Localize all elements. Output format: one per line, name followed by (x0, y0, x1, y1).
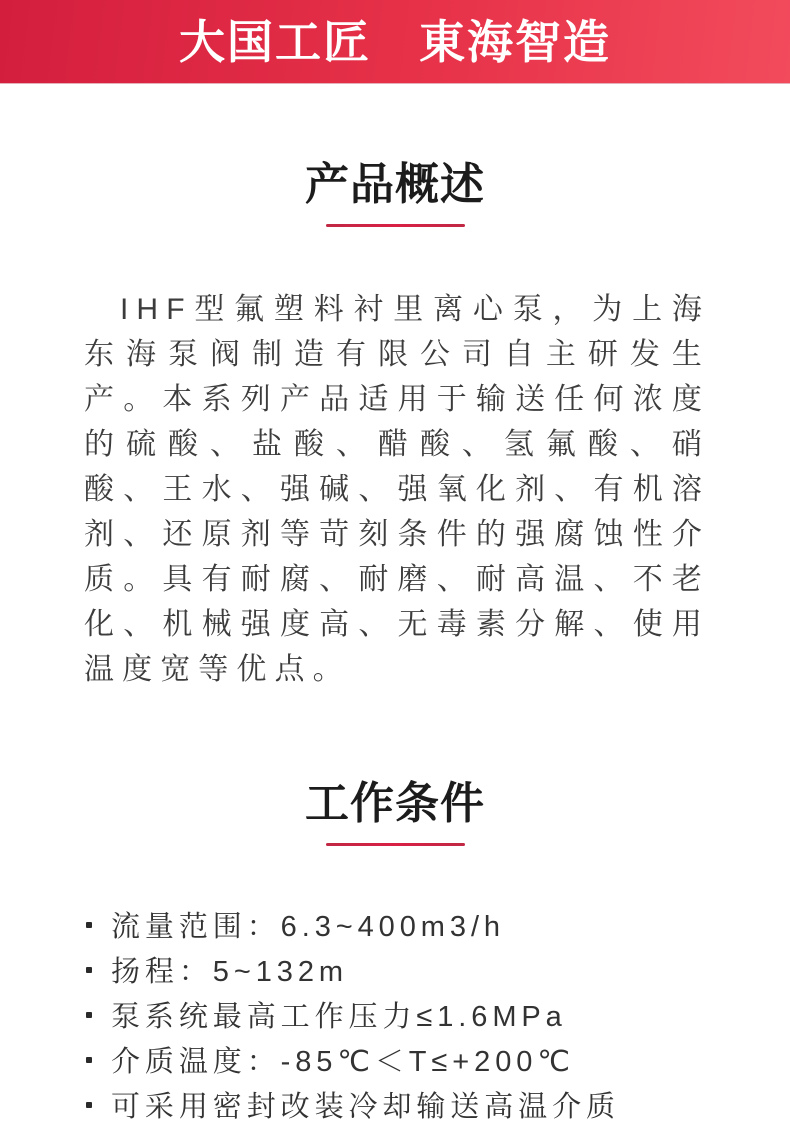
list-item-text: 扬程：5~132m (111, 956, 348, 988)
list-item-text: 可采用密封改装冷却输送高温介质 (111, 1091, 620, 1123)
banner-title: 大国工匠 東海智造 (179, 15, 611, 68)
list-item (86, 947, 750, 992)
title-underline (326, 224, 465, 227)
overview-paragraph: IHF型氟塑料衬里离心泵，为上海东海泵阀制造有限公司自主研发生产。本系列产品适用于输送任何浓度的硫酸、盐酸、醋酸、氢氟酸、硝酸、王水、强碱、强氧化剂、有机溶剂、还原剂等苛刻条件的强腐蚀性介质。具有耐腐、耐磨、耐高温、不老化、机械强度高、无毒素分解、使用温度宽等优点。 (84, 293, 710, 686)
conditions-section-title: 工作条件 (305, 779, 485, 828)
list-item (86, 992, 750, 1037)
bullet-icon (86, 967, 92, 973)
overview-title-block (0, 159, 790, 227)
list-item (86, 902, 750, 947)
overview-section-title: 产品概述 (305, 160, 485, 209)
conditions-title-block (0, 778, 790, 846)
title-underline (326, 843, 465, 846)
bullet-icon (86, 1057, 92, 1063)
conditions-list (86, 902, 750, 1127)
list-item (86, 1037, 750, 1082)
list-item-text: 介质温度：-85℃＜T≤+200℃ (111, 1046, 575, 1078)
header-banner (0, 0, 790, 83)
section-overview (0, 159, 790, 692)
bullet-icon (86, 1012, 92, 1018)
bullet-icon (86, 922, 92, 928)
list-item-text: 泵系统最高工作压力≤1.6MPa (111, 1001, 567, 1033)
section-conditions (0, 778, 790, 1127)
list-item (86, 1082, 750, 1127)
bullet-icon (86, 1102, 92, 1108)
list-item-text: 流量范围：6.3~400m3/h (111, 911, 505, 943)
